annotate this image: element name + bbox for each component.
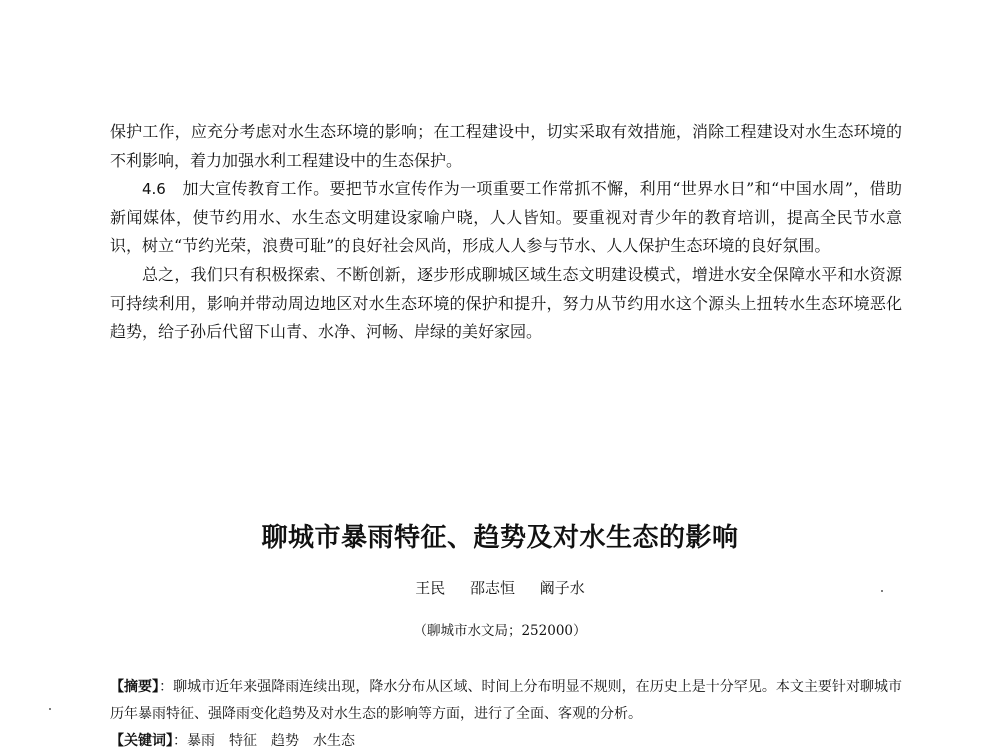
scan-speck xyxy=(881,590,883,592)
paragraph-conclusion: 总之，我们只有积极探索、不断创新，逐步形成聊城区域生态文明建设模式，增进水安全保障水平和水资源可持续利用，影响并带动周边地区对水生态环境的保护和提升，努力从节约用水这个源头上扭转水生态环境恶化趋势，给子孙后代留下山青、水净、河畅、岸绿的美好家园。 xyxy=(110,264,902,342)
abstract-text: ：聊城市近年来强降雨连续出现，降水分布从区域、时间上分布明显不规则，在历史上是十分罕见。本文主要针对聊城市历年暴雨特征、强降雨变化趋势及对水生态的影响等方面，进行了全面、客观的分析。 xyxy=(110,679,903,722)
section-number: 4.6 xyxy=(142,180,166,199)
abstract xyxy=(110,674,902,728)
author-name: 阚子水 xyxy=(539,579,585,597)
paragraph-1: 保护工作，应充分考虑对水生态环境的影响；在工程建设中，切实采取有效措施，消除工程建设对水生态环境的不利影响，着力加强水利工程建设中的生态保护。 xyxy=(110,122,902,170)
paragraph-section-4-6 xyxy=(110,175,902,261)
author-affiliation: （聊城市水文局；252000） xyxy=(413,623,587,639)
keywords-label: 【关键词】 xyxy=(110,733,173,749)
scan-speck xyxy=(49,708,51,710)
abstract-block xyxy=(110,674,902,755)
section-4-6-text: 加大宣传教育工作。要把节水宣传作为一项重要工作常抓不懈，利用“世界水日”和“中国水周”，借助新闻媒体，使节约用水、水生态文明建设家喻户晓，人人皆知。要重视对青少年的教育培训，提高全民节水意识，树立“节约光荣，浪费可耻”的良好社会风尚，形成人人参与节水、人人保护生态环境的良好氛围。 xyxy=(110,179,902,256)
keywords xyxy=(110,728,902,755)
article-title: 聊城市暴雨特征、趋势及对水生态的影响 xyxy=(261,523,739,553)
body-text xyxy=(110,118,902,347)
abstract-label: 【摘要】 xyxy=(110,679,160,695)
author-list xyxy=(0,577,1000,598)
keywords-text: ：暴雨 特征 趋势 水生态 xyxy=(173,733,355,749)
author-name: 王民 xyxy=(415,579,446,597)
author-name: 邵志恒 xyxy=(469,579,515,597)
